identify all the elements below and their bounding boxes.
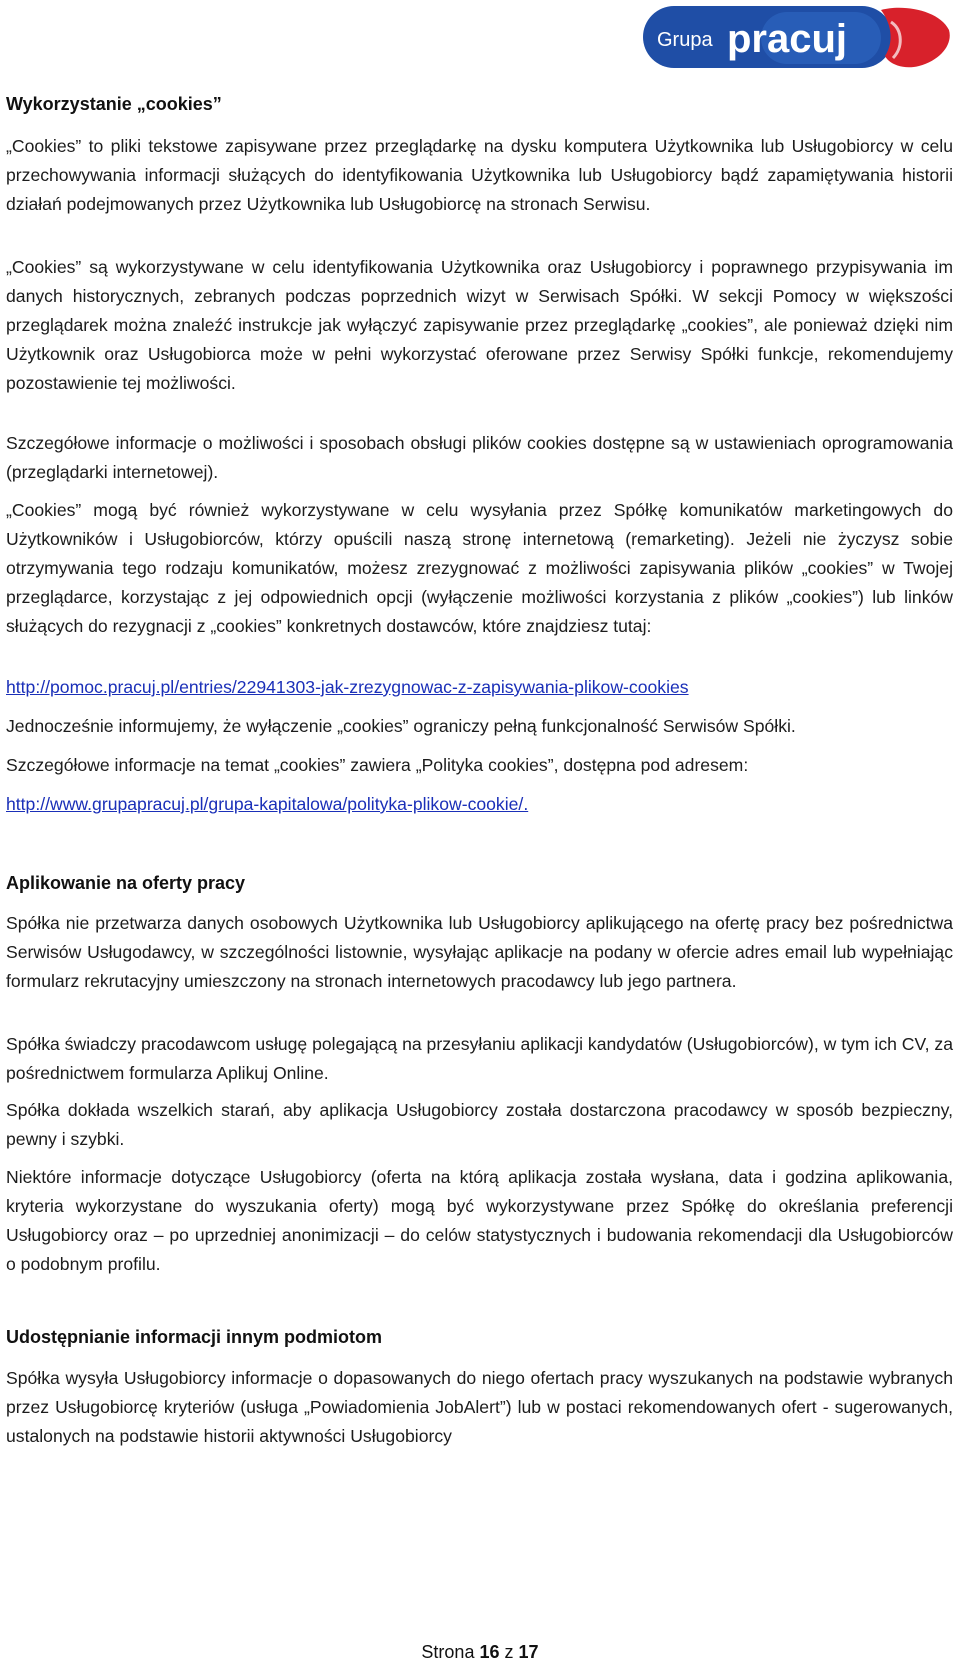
section-heading-cookies: Wykorzystanie „cookies”: [6, 94, 222, 114]
pomoc-cookies-link[interactable]: http://pomoc.pracuj.pl/entries/22941303-jak-zrezygnowac-z-zapisywania-plikow-cookies: [6, 677, 689, 697]
footer-prefix: Strona: [421, 1642, 475, 1662]
section-heading-applying: Aplikowanie na oferty pracy: [6, 873, 246, 893]
paragraph: Jednocześnie informujemy, że wyłączenie „cookies” ograniczy pełną funkcjonalność Serwisów Spółki.: [6, 716, 796, 736]
paragraph: „Cookies” są wykorzystywane w celu identyfikowania Użytkownika oraz Usługobiorcy i poprawnego przypisywania im danych historycznych, zebranych podczas poprzednich wizyt w Serwisach Spółki. W sekcji Pomocy w większości przeglądarek można znaleźć instrukcje jak wyłączyć zapisywanie przez przeglądarkę „cookies”, ale ponieważ dzięki nim Użytkownik oraz Usługobiorca może w pełni wykorzystać oferowane przez Serwisy Spółki funkcje, rekomendujemy pozostawienie tej możliwości.: [6, 257, 953, 393]
footer-separator: z: [504, 1642, 514, 1662]
paragraph: Szczegółowe informacje o możliwości i sposobach obsługi plików cookies dostępne są w ustawieniach oprogramowania (przeglądarki internetowej).: [6, 433, 953, 482]
page-number-footer: [0, 1642, 960, 1663]
footer-current-page: 16: [479, 1642, 500, 1662]
logo-word-grupa: Grupa: [657, 29, 713, 51]
paragraph: Niektóre informacje dotyczące Usługobiorcy (oferta na którą aplikacja została wysłana, data i godzina aplikowania, kryteria wykorzystane do wyszukania oferty) mogą być wykorzystywane przez Spółkę do określania preferencji Usługobiorcy oraz – po uprzedniej anonimizacji – do celów statystycznych i budowania rekomendacji dla Usługobiorców o podobnym profilu.: [6, 1167, 953, 1274]
paragraph: Spółka nie przetwarza danych osobowych Użytkownika lub Usługobiorcy aplikującego na ofertę pracy bez pośrednictwa Serwisów Usługodawcy, w szczególności listownie, wysyłając aplikacje na podany w ofercie adres email lub wypełniając formularz rekrutacyjny umieszczony na stronach internetowych pracodawcy lub jego partnera.: [6, 913, 953, 991]
link-paragraph: [6, 673, 953, 702]
section-heading-sharing: Udostępnianie informacji innym podmiotom: [6, 1327, 383, 1347]
link-paragraph: [6, 790, 953, 819]
paragraph: Spółka świadczy pracodawcom usługę polegającą na przesyłaniu aplikacji kandydatów (Usługobiorców), w tym ich CV, za pośrednictwem formularza Aplikuj Online.: [6, 1034, 953, 1083]
paragraph: Spółka dokłada wszelkich starań, aby aplikacja Usługobiorcy została dostarczona pracodawcy w sposób bezpieczny, pewny i szybki.: [6, 1100, 953, 1149]
paragraph: Spółka wysyła Usługobiorcy informacje o dopasowanych do niego ofertach pracy wyszukanych na podstawie wybranych przez Usługobiorcę kryteriów (usługa „Powiadomienia JobAlert”) lub w postaci rekomendowanych ofert - sugerowanych, ustalonych na podstawie historii aktywności Usługobiorcy: [6, 1368, 953, 1446]
polityka-cookies-link[interactable]: http://www.grupapracuj.pl/grupa-kapitalowa/polityka-plikow-cookie/.: [6, 794, 529, 814]
grupa-pracuj-logo: [641, 4, 953, 72]
paragraph: Szczegółowe informacje na temat „cookies” zawiera „Polityka cookies”, dostępna pod adresem:: [6, 755, 749, 775]
paragraph: „Cookies” mogą być również wykorzystywane w celu wysyłania przez Spółkę komunikatów marketingowych do Użytkowników i Usługobiorców, którzy opuścili naszą stronę internetową (remarketing). Jeżeli nie życzysz sobie otrzymywania tego rodzaju komunikatów, możesz zrezygnować z możliwości zapisywania plików „cookies” w Twojej przeglądarce, korzystając z jej odpowiednich opcji (wyłączenie możliwości korzystania z plików „cookies”) lub linków służących do rezygnacji z „cookies” konkretnych dostawców, które znajdziesz tutaj:: [6, 500, 953, 636]
footer-total-pages: 17: [518, 1642, 539, 1662]
logo-word-pracuj: pracuj: [727, 17, 848, 61]
paragraph: „Cookies” to pliki tekstowe zapisywane przez przeglądarkę na dysku komputera Użytkownika lub Usługobiorcy w celu przechowywania informacji służących do identyfikowania Użytkownika lub Usługobiorcy bądź zapamiętywania historii działań podejmowanych przez Użytkownika lub Usługobiorcę na stronach Serwisu.: [6, 136, 953, 214]
